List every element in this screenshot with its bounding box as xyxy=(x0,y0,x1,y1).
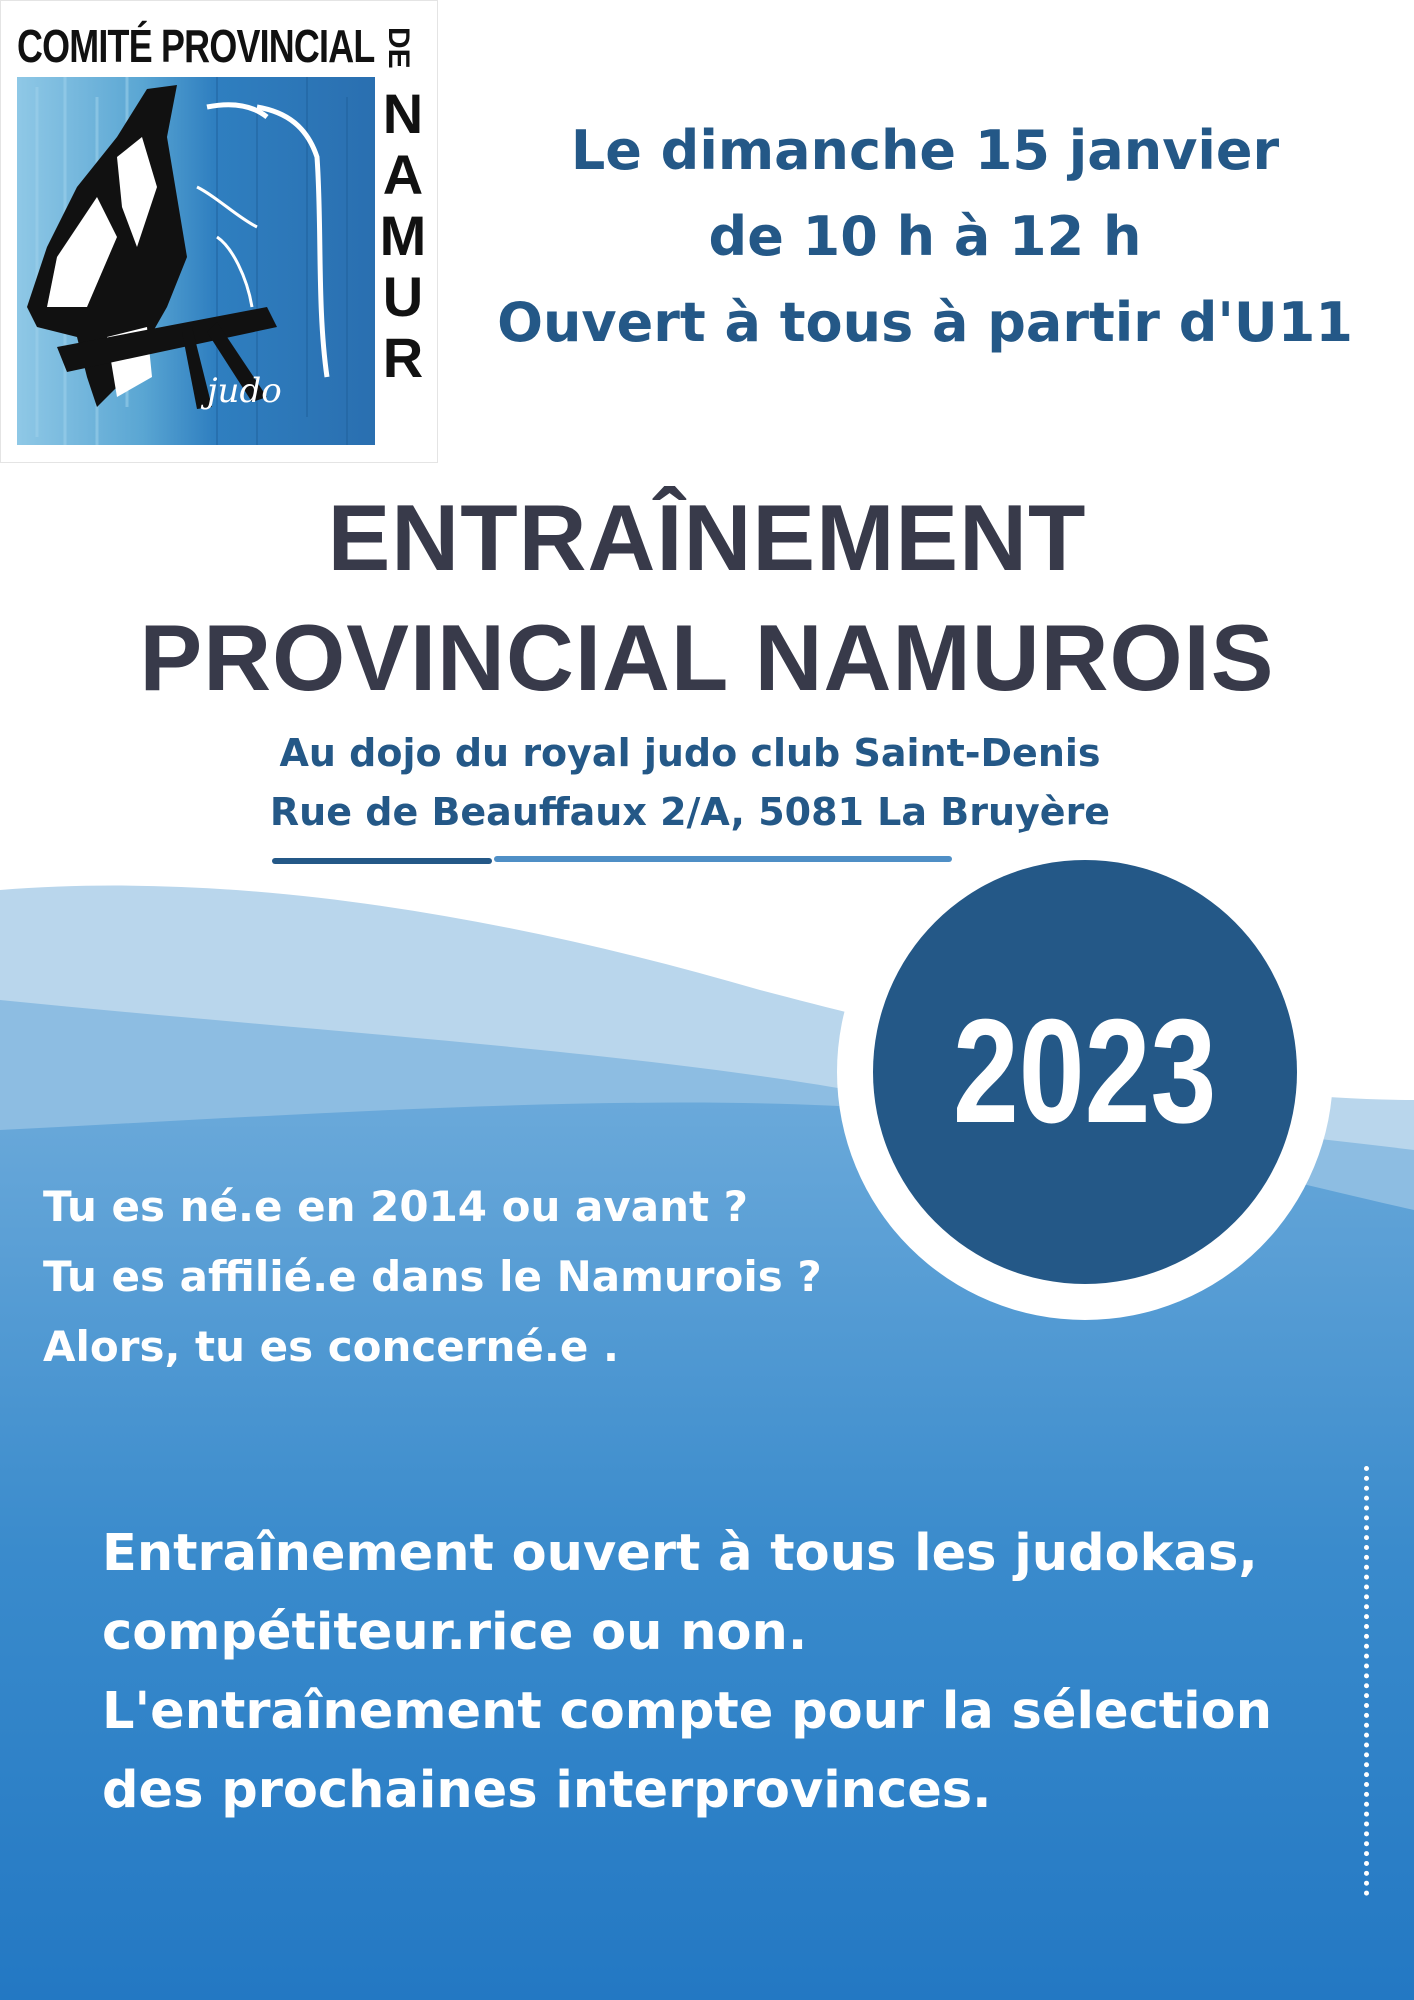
venue-address: Rue de Beauffaux 2/A, 5081 La Bruyère xyxy=(269,790,1111,834)
dotted-divider xyxy=(1364,1466,1369,1896)
eligibility-questions xyxy=(43,1172,943,1382)
year-text: 2023 xyxy=(953,989,1217,1154)
logo-de-text: DE xyxy=(382,27,415,69)
message-line: des prochaines interprovinces. xyxy=(102,1761,992,1820)
question-line: Alors, tu es concerné.e . xyxy=(43,1322,619,1371)
event-time: de 10 h à 12 h xyxy=(708,205,1142,268)
event-info xyxy=(465,108,1385,366)
question-line: Tu es né.e en 2014 ou avant ? xyxy=(43,1182,749,1231)
judo-signature: judo xyxy=(207,371,282,411)
message-line: compétiteur.rice ou non. xyxy=(102,1603,808,1662)
logo-letter: R xyxy=(382,326,424,389)
logo-letter: N xyxy=(382,82,424,145)
title-line-2: PROVINCIAL NAMUROIS xyxy=(139,605,1275,710)
event-audience: Ouvert à tous à partir d'U11 xyxy=(497,291,1353,354)
event-date: Le dimanche 15 janvier xyxy=(570,119,1280,182)
logo-letter: A xyxy=(382,143,424,206)
logo-title: COMITÉ PROVINCIAL xyxy=(17,20,375,72)
logo-letter: M xyxy=(379,204,427,267)
page-title xyxy=(0,478,1414,718)
judo-gi-illustration xyxy=(17,77,375,445)
venue xyxy=(190,724,1190,842)
title-line-1: ENTRAÎNEMENT xyxy=(327,485,1087,590)
committee-logo xyxy=(0,0,438,463)
question-line: Tu es affilié.e dans le Namurois ? xyxy=(43,1252,822,1301)
underline-dark xyxy=(272,858,492,864)
training-message xyxy=(102,1514,1362,1830)
logo-letter: U xyxy=(382,265,424,328)
logo-namur-letters xyxy=(381,83,425,388)
venue-name: Au dojo du royal judo club Saint-Denis xyxy=(279,731,1101,775)
message-line: L'entraînement compte pour la sélection xyxy=(102,1682,1273,1741)
message-line: Entraînement ouvert à tous les judokas, xyxy=(102,1524,1258,1583)
underline-light xyxy=(494,856,952,862)
